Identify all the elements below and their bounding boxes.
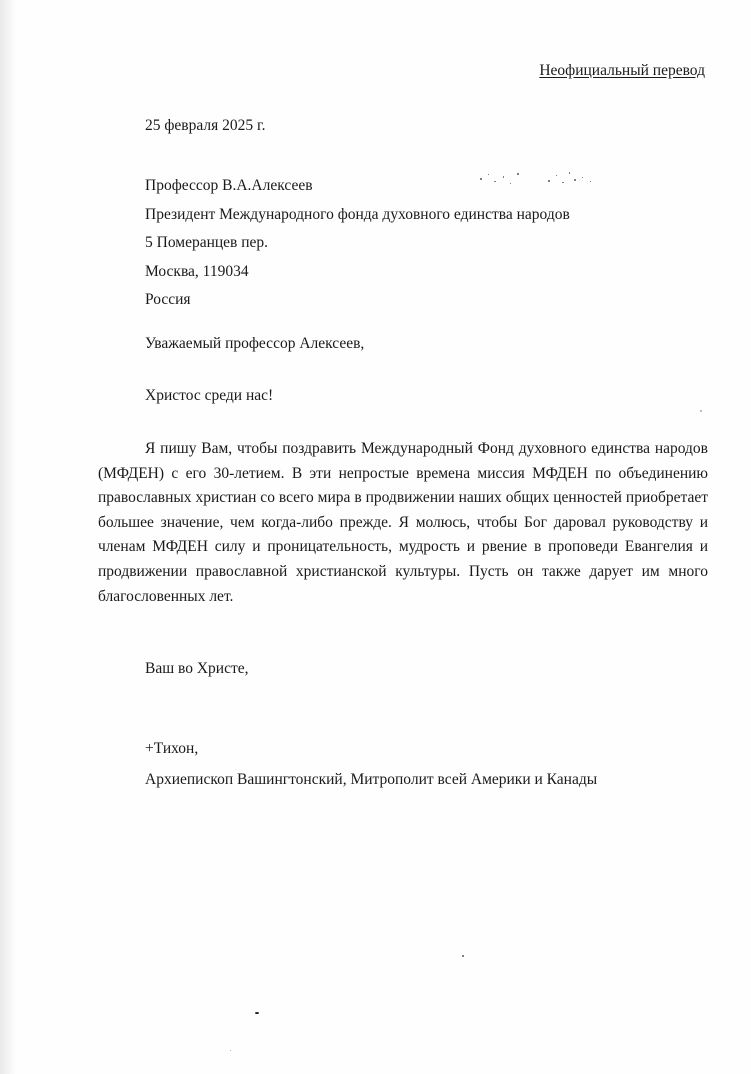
signature-name: +Тихон,: [145, 740, 199, 757]
scan-speck: [230, 1050, 231, 1051]
recipient-city: Москва, 119034: [145, 262, 249, 280]
salutation: Уважаемый профессор Алексеев,: [145, 335, 365, 352]
scan-edge-shadow: [0, 0, 16, 1074]
recipient-name: Профессор В.А.Алексеев: [145, 177, 313, 194]
scan-speck: [462, 955, 464, 957]
scan-speck: [700, 410, 702, 412]
unofficial-translation-note: Неофициальный перевод: [539, 62, 705, 79]
recipient-street: 5 Померанцев пер.: [145, 234, 269, 251]
recipient-address: [145, 172, 570, 315]
letter-body: Я пишу Вам, чтобы поздравить Международный Фонд духовного единства народов (МФДЕН) с его 30-летием. В эти непростые времена миссия МФДЕН по объединению православных христиан со всего мира в продвижении наших общих ценностей приобретает большее значение, чем когда-либо прежде. Я молюсь, чтобы Бог даровал руководству и членам МФДЕН силу и проницательность, мудрость и рвение в проповеди Евангелия и продвижении православной христианской культуры. Пусть он также дарует им много благословенных лет.: [98, 440, 708, 605]
recipient-position: Президент Международного фонда духовного единства народов: [145, 205, 570, 223]
letter-date: 25 февраля 2025 г.: [145, 117, 266, 134]
recipient-country: Россия: [145, 291, 191, 308]
greeting: Христос среди нас!: [145, 387, 274, 404]
signature-title: Архиепископ Вашингтонский, Митрополит всей Америки и Канады: [145, 771, 598, 788]
closing: Ваш во Христе,: [145, 660, 249, 677]
scan-speck: [255, 1012, 259, 1014]
